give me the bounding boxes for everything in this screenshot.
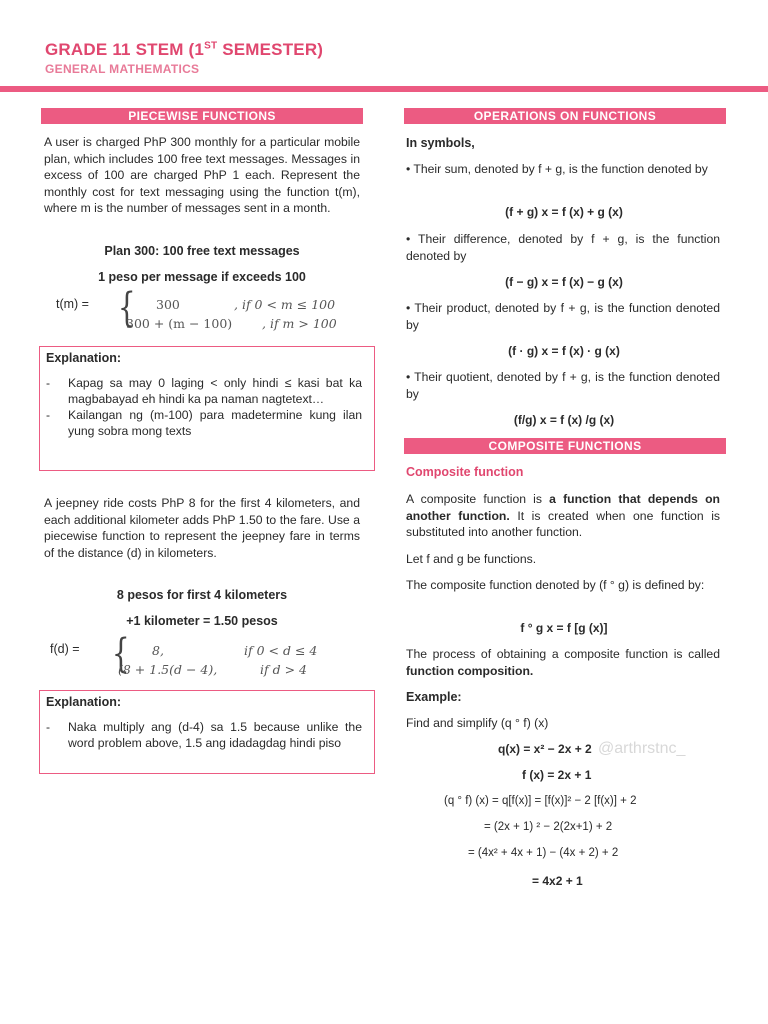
solution-step-3: = (4x² + 4x + 1) − (4x + 2) + 2 <box>468 847 619 859</box>
explanation-2-title: Explanation: <box>46 695 122 709</box>
watermark: @arthrstnc_ <box>598 740 686 757</box>
fd-case1-expr: 8, <box>152 643 164 658</box>
fd-case1-cond: if 0 < d ≤ 4 <box>244 643 318 658</box>
find-text: Find and simplify (q ° f) (x) <box>406 716 549 730</box>
fd-case2-expr: (8 + 1.5(d − 4), <box>118 662 218 677</box>
sum-text: • Their sum, denoted by f + g, is the function denoted by <box>406 162 708 176</box>
tm-case1-cond: , if 0 < m ≤ 100 <box>234 297 336 312</box>
explanation-1-list <box>44 375 362 439</box>
problem-1-text: A user is charged PhP 300 monthly for a particular mobile plan, which includes 100 free text messages. Messages in excess of 100 are charged PhP 1 each. Represent the monthly cost for text messaging using the function t(m), where m is the number of messages sent in a month. <box>44 135 360 215</box>
fd-case2-cond: if d > 4 <box>260 662 307 677</box>
difference-text: • Their difference, denoted by f + g, is the function denoted by <box>406 232 720 263</box>
tm-brace: { <box>117 285 136 331</box>
sum-formula: (f + g) x = f (x) + g (x) <box>505 205 623 219</box>
fare-line-1: 8 pesos for first 4 kilometers <box>116 588 288 602</box>
quotient-text: • Their quotient, denoted by f + g, is the function denoted by <box>406 370 720 401</box>
composite-functions-banner: COMPOSITE FUNCTIONS <box>404 438 726 454</box>
tm-label: t(m) = <box>56 297 89 311</box>
explanation-1-title: Explanation: <box>46 351 122 365</box>
operations-on-functions-banner: OPERATIONS ON FUNCTIONS <box>404 108 726 124</box>
composite-formula: f ° g x = f [g (x)] <box>520 621 608 635</box>
difference-formula: (f − g) x = f (x) − g (x) <box>505 275 623 289</box>
header-rule <box>0 86 768 92</box>
problem-2-text: A jeepney ride costs PhP 8 for the first 4 kilometers, and each additional kilometer adds PhP 1.50 to the fare. Use a piecewise function to represent the jeepney fare in terms of the distance (d) in kilometers. <box>44 496 360 560</box>
process-text: The process of obtaining a composite function is called function composition. <box>406 647 720 678</box>
document-title: GRADE 11 STEM (1ST SEMESTER) <box>45 40 324 59</box>
solution-step-2: = (2x + 1) ² − 2(2x+1) + 2 <box>484 821 613 833</box>
fare-line-2: +1 kilometer = 1.50 pesos <box>126 614 278 628</box>
example-label: Example: <box>406 690 462 704</box>
document-subtitle: GENERAL MATHEMATICS <box>45 62 200 76</box>
composite-denoted-text: The composite function denoted by (f ° g) is defined by: <box>406 578 705 592</box>
fd-label: f(d) = <box>50 642 80 656</box>
tm-case1-expr: 300 <box>156 297 180 312</box>
tm-case2-cond: , if m > 100 <box>262 316 337 331</box>
fd-brace: { <box>111 631 130 677</box>
plan-line-1: Plan 300: 100 free text messages <box>104 244 300 258</box>
solution-step-4: = 4x2 + 1 <box>532 874 583 888</box>
product-text: • Their product, denoted by f + g, is the function denoted by <box>406 301 720 332</box>
product-formula: (f · g) x = f (x) · g (x) <box>508 344 620 358</box>
explanation-box-2 <box>39 690 375 774</box>
quotient-formula: (f/g) x = f (x) /g (x) <box>513 413 615 427</box>
piecewise-functions-banner: PIECEWISE FUNCTIONS <box>41 108 363 124</box>
q-definition: q(x) = x² − 2x + 2 <box>498 742 592 756</box>
explanation-1-item: - Kailangan ng (m-100) para madetermine kung ilan yung sobra mong texts <box>44 407 362 439</box>
explanation-2-item: - Naka multiply ang (d-4) sa 1.5 because unlike the word problem above, 1.5 ang idadagdag hindi piso <box>44 719 362 751</box>
composite-definition: A composite function is a function that depends on another function. It is created when one function is substituted into another function. <box>406 492 720 539</box>
in-symbols-label: In symbols, <box>406 136 475 150</box>
composite-function-heading: Composite function <box>406 465 524 479</box>
explanation-2-list <box>44 719 362 751</box>
explanation-box-1 <box>39 346 375 471</box>
tm-case2-expr: 300 + (m − 100) <box>126 316 233 331</box>
solution-step-1: (q ° f) (x) = q[f(x)] = [f(x)]² − 2 [f(x)] + 2 <box>444 795 637 807</box>
plan-line-2: 1 peso per message if exceeds 100 <box>98 270 306 284</box>
let-text: Let f and g be functions. <box>406 552 537 566</box>
f-definition: f (x) = 2x + 1 <box>522 768 592 782</box>
explanation-1-item: - Kapag sa may 0 laging < only hindi ≤ kasi bat ka magbabayad eh hindi ka pa naman nagtetext… <box>44 375 362 407</box>
